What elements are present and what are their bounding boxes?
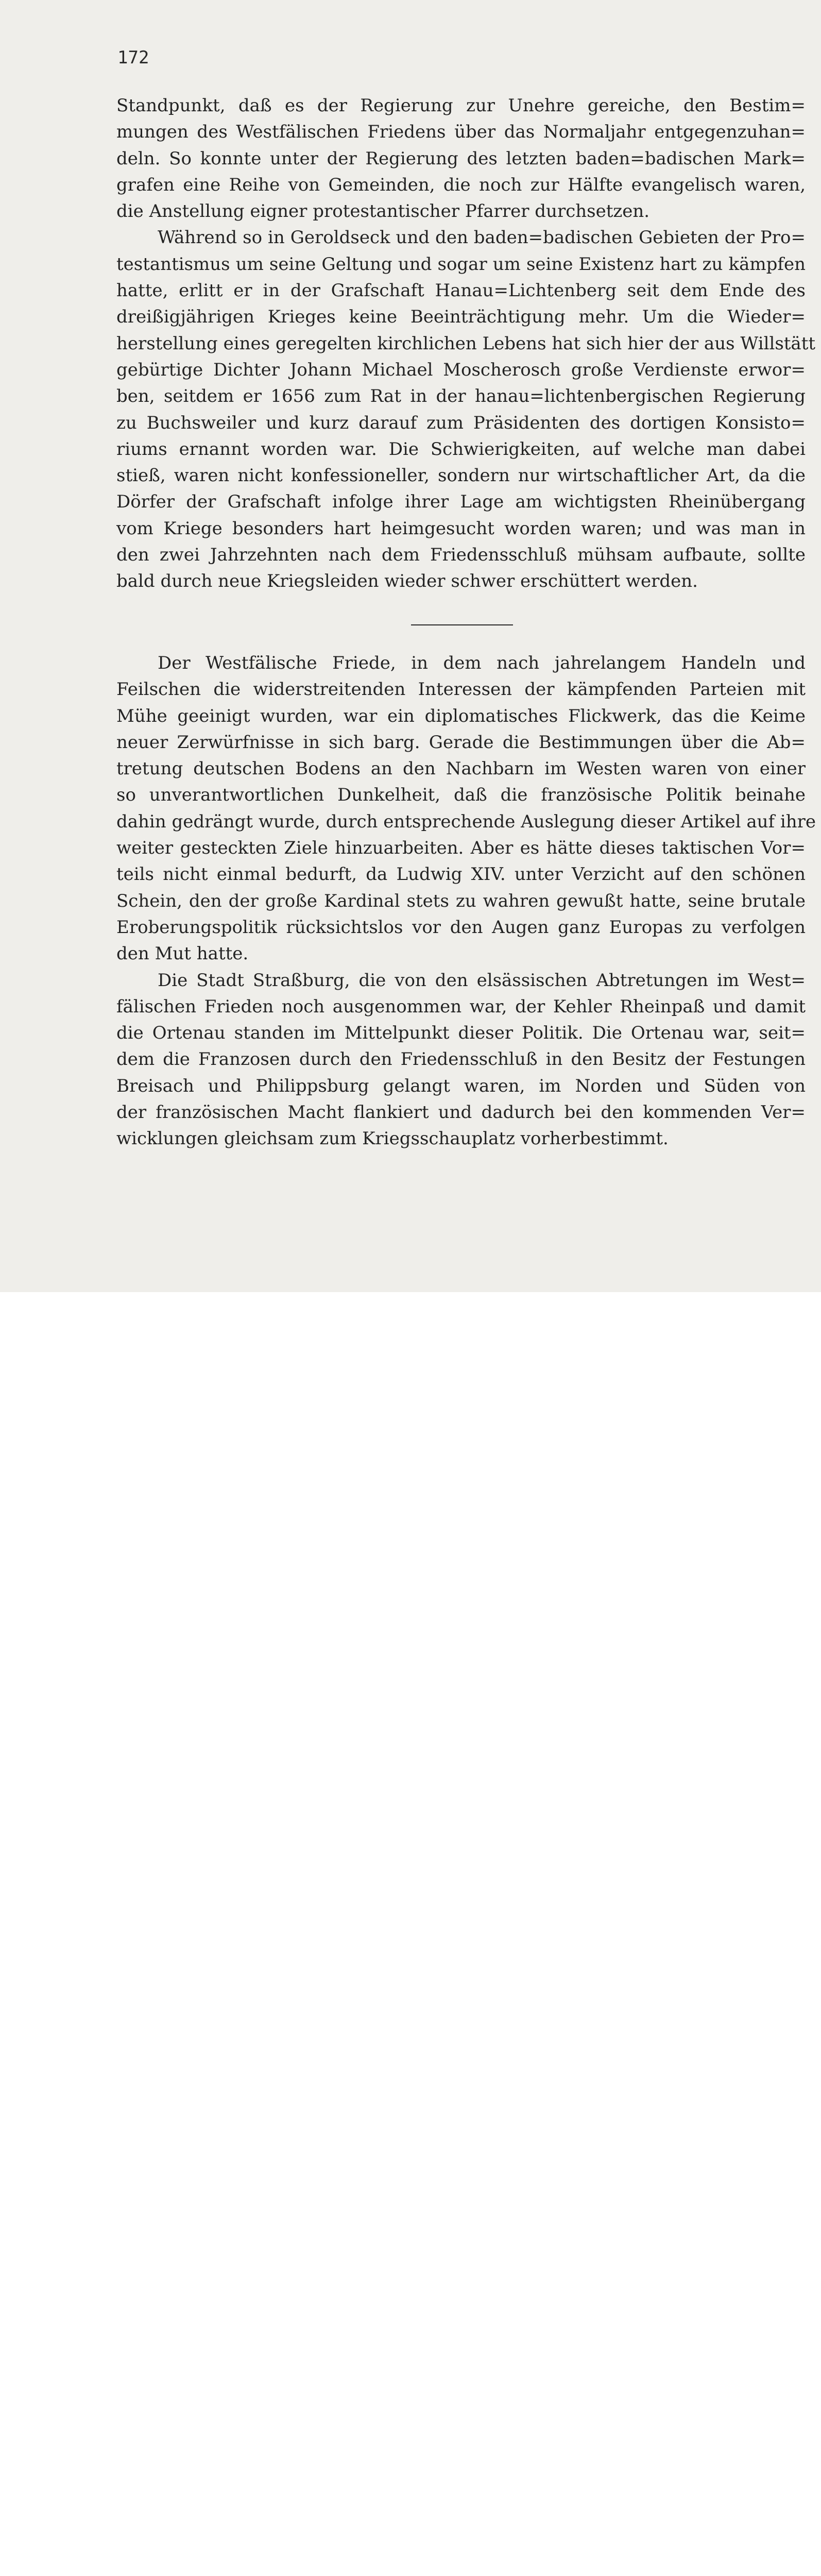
- p3-line-1: Der Westfälische Friede, in dem nach jahrelangem Handeln und: [158, 653, 806, 673]
- p3-line-12: den Mut hatte.: [116, 943, 249, 964]
- p2-line-6: gebürtige Dichter Johann Michael Moscherosch große Verdienste erwor=: [116, 359, 806, 380]
- p2-line-3: hatte, erlitt er in der Grafschaft Hanau=Lichtenberg seit dem Ende des: [116, 280, 806, 301]
- p3-line-10: Schein, den der große Kardinal stets zu wahren gewußt hatte, seine brutale: [116, 890, 806, 911]
- p1-line-1: Standpunkt, daß es der Regierung zur Unehre gereiche, den Bestim=: [116, 95, 806, 116]
- p2-line-12: vom Kriege besonders hart heimgesucht worden waren; und was man in: [116, 518, 806, 539]
- p3-line-2: Feilschen die widerstreitenden Interessen der kämpfenden Parteien mit: [116, 679, 806, 700]
- p1-line-2: mungen des Westfälischen Friedens über das Normaljahr entgegenzuhan=: [116, 122, 806, 143]
- p2-line-1: Während so in Geroldseck und den baden=badischen Gebieten der Pro=: [158, 227, 806, 248]
- p4-line-2: fälischen Frieden noch ausgenommen war, der Kehler Rheinpaß und damit: [116, 996, 806, 1017]
- section-divider: [411, 624, 513, 625]
- p2-line-13: den zwei Jahrzehnten nach dem Friedensschluß mühsam aufbaute, sollte: [116, 545, 806, 566]
- p2-line-9: riums ernannt worden war. Die Schwierigkeiten, auf welche man dabei: [116, 438, 806, 460]
- p3-line-11: Eroberungspolitik rücksichtslos vor den Augen ganz Europas zu verfolgen: [116, 917, 806, 938]
- p2-line-14: bald durch neue Kriegsleiden wieder schwer erschüttert werden.: [116, 571, 698, 592]
- p1-line-4: grafen eine Reihe von Gemeinden, die noch zur Hälfte evangelisch waren,: [116, 174, 806, 195]
- p2-line-4: dreißigjährigen Krieges keine Beeinträchtigung mehr. Um die Wieder=: [116, 307, 806, 328]
- p2-line-5: herstellung eines geregelten kirchlichen Lebens hat sich hier der aus Willstätt: [116, 333, 816, 354]
- p2-line-10: stieß, waren nicht konfessioneller, sondern nur wirtschaftlicher Art, da die: [116, 465, 806, 486]
- p3-line-7: dahin gedrängt wurde, durch entsprechende Auslegung dieser Artikel auf ihre: [116, 811, 816, 832]
- p2-line-11: Dörfer der Grafschaft infolge ihrer Lage am wichtigsten Rheinübergang: [116, 492, 806, 513]
- p4-line-6: der französischen Macht flankiert und dadurch bei den kommenden Ver=: [116, 1102, 806, 1123]
- p3-line-8: weiter gesteckten Ziele hinzuarbeiten. Aber es hätte dieses taktischen Vor=: [116, 838, 806, 859]
- p4-line-3: die Ortenau standen im Mittelpunkt dieser Politik. Die Ortenau war, seit=: [116, 1023, 806, 1044]
- p4-line-4: dem die Franzosen durch den Friedensschluß in den Besitz der Festungen: [116, 1049, 806, 1070]
- p4-line-7: wicklungen gleichsam zum Kriegsschauplatz vorherbestimmt.: [116, 1128, 669, 1149]
- footer-bar: [0, 1292, 821, 1351]
- p1-line-3: deln. So konnte unter der Regierung des letzten baden=badischen Mark=: [116, 148, 806, 169]
- p3-line-5: tretung deutschen Bodens an den Nachbarn im Westen waren von einer: [116, 758, 806, 779]
- p3-line-6: so unverantwortlichen Dunkelheit, daß die französische Politik beinahe: [116, 785, 806, 806]
- text-block-upper: [116, 93, 816, 595]
- p1-line-5: die Anstellung eigner protestantischer Pfarrer durchsetzen.: [116, 201, 650, 222]
- p3-line-4: neuer Zerwürfnisse in sich barg. Gerade die Bestimmungen über die Ab=: [116, 732, 806, 753]
- p3-line-9: teils nicht einmal bedurft, da Ludwig XIV. unter Verzicht auf den schönen: [116, 864, 806, 885]
- p4-line-1: Die Stadt Straßburg, die von den elsässischen Abtretungen im West=: [158, 970, 806, 991]
- p2-line-2: testantismus um seine Geltung und sogar um seine Existenz hart zu kämpfen: [116, 253, 806, 275]
- p3-line-3: Mühe geeinigt wurden, war ein diplomatisches Flickwerk, das die Keime: [116, 705, 806, 726]
- p4-line-5: Breisach und Philippsburg gelangt waren, im Norden und Süden von: [116, 1075, 806, 1096]
- page-number: 172: [117, 47, 149, 68]
- p2-line-7: ben, seitdem er 1656 zum Rat in der hanau=lichtenbergischen Regierung: [116, 386, 806, 407]
- text-block-lower: [116, 650, 816, 1153]
- p2-line-8: zu Buchsweiler und kurz darauf zum Präsidenten des dortigen Konsisto=: [116, 412, 806, 433]
